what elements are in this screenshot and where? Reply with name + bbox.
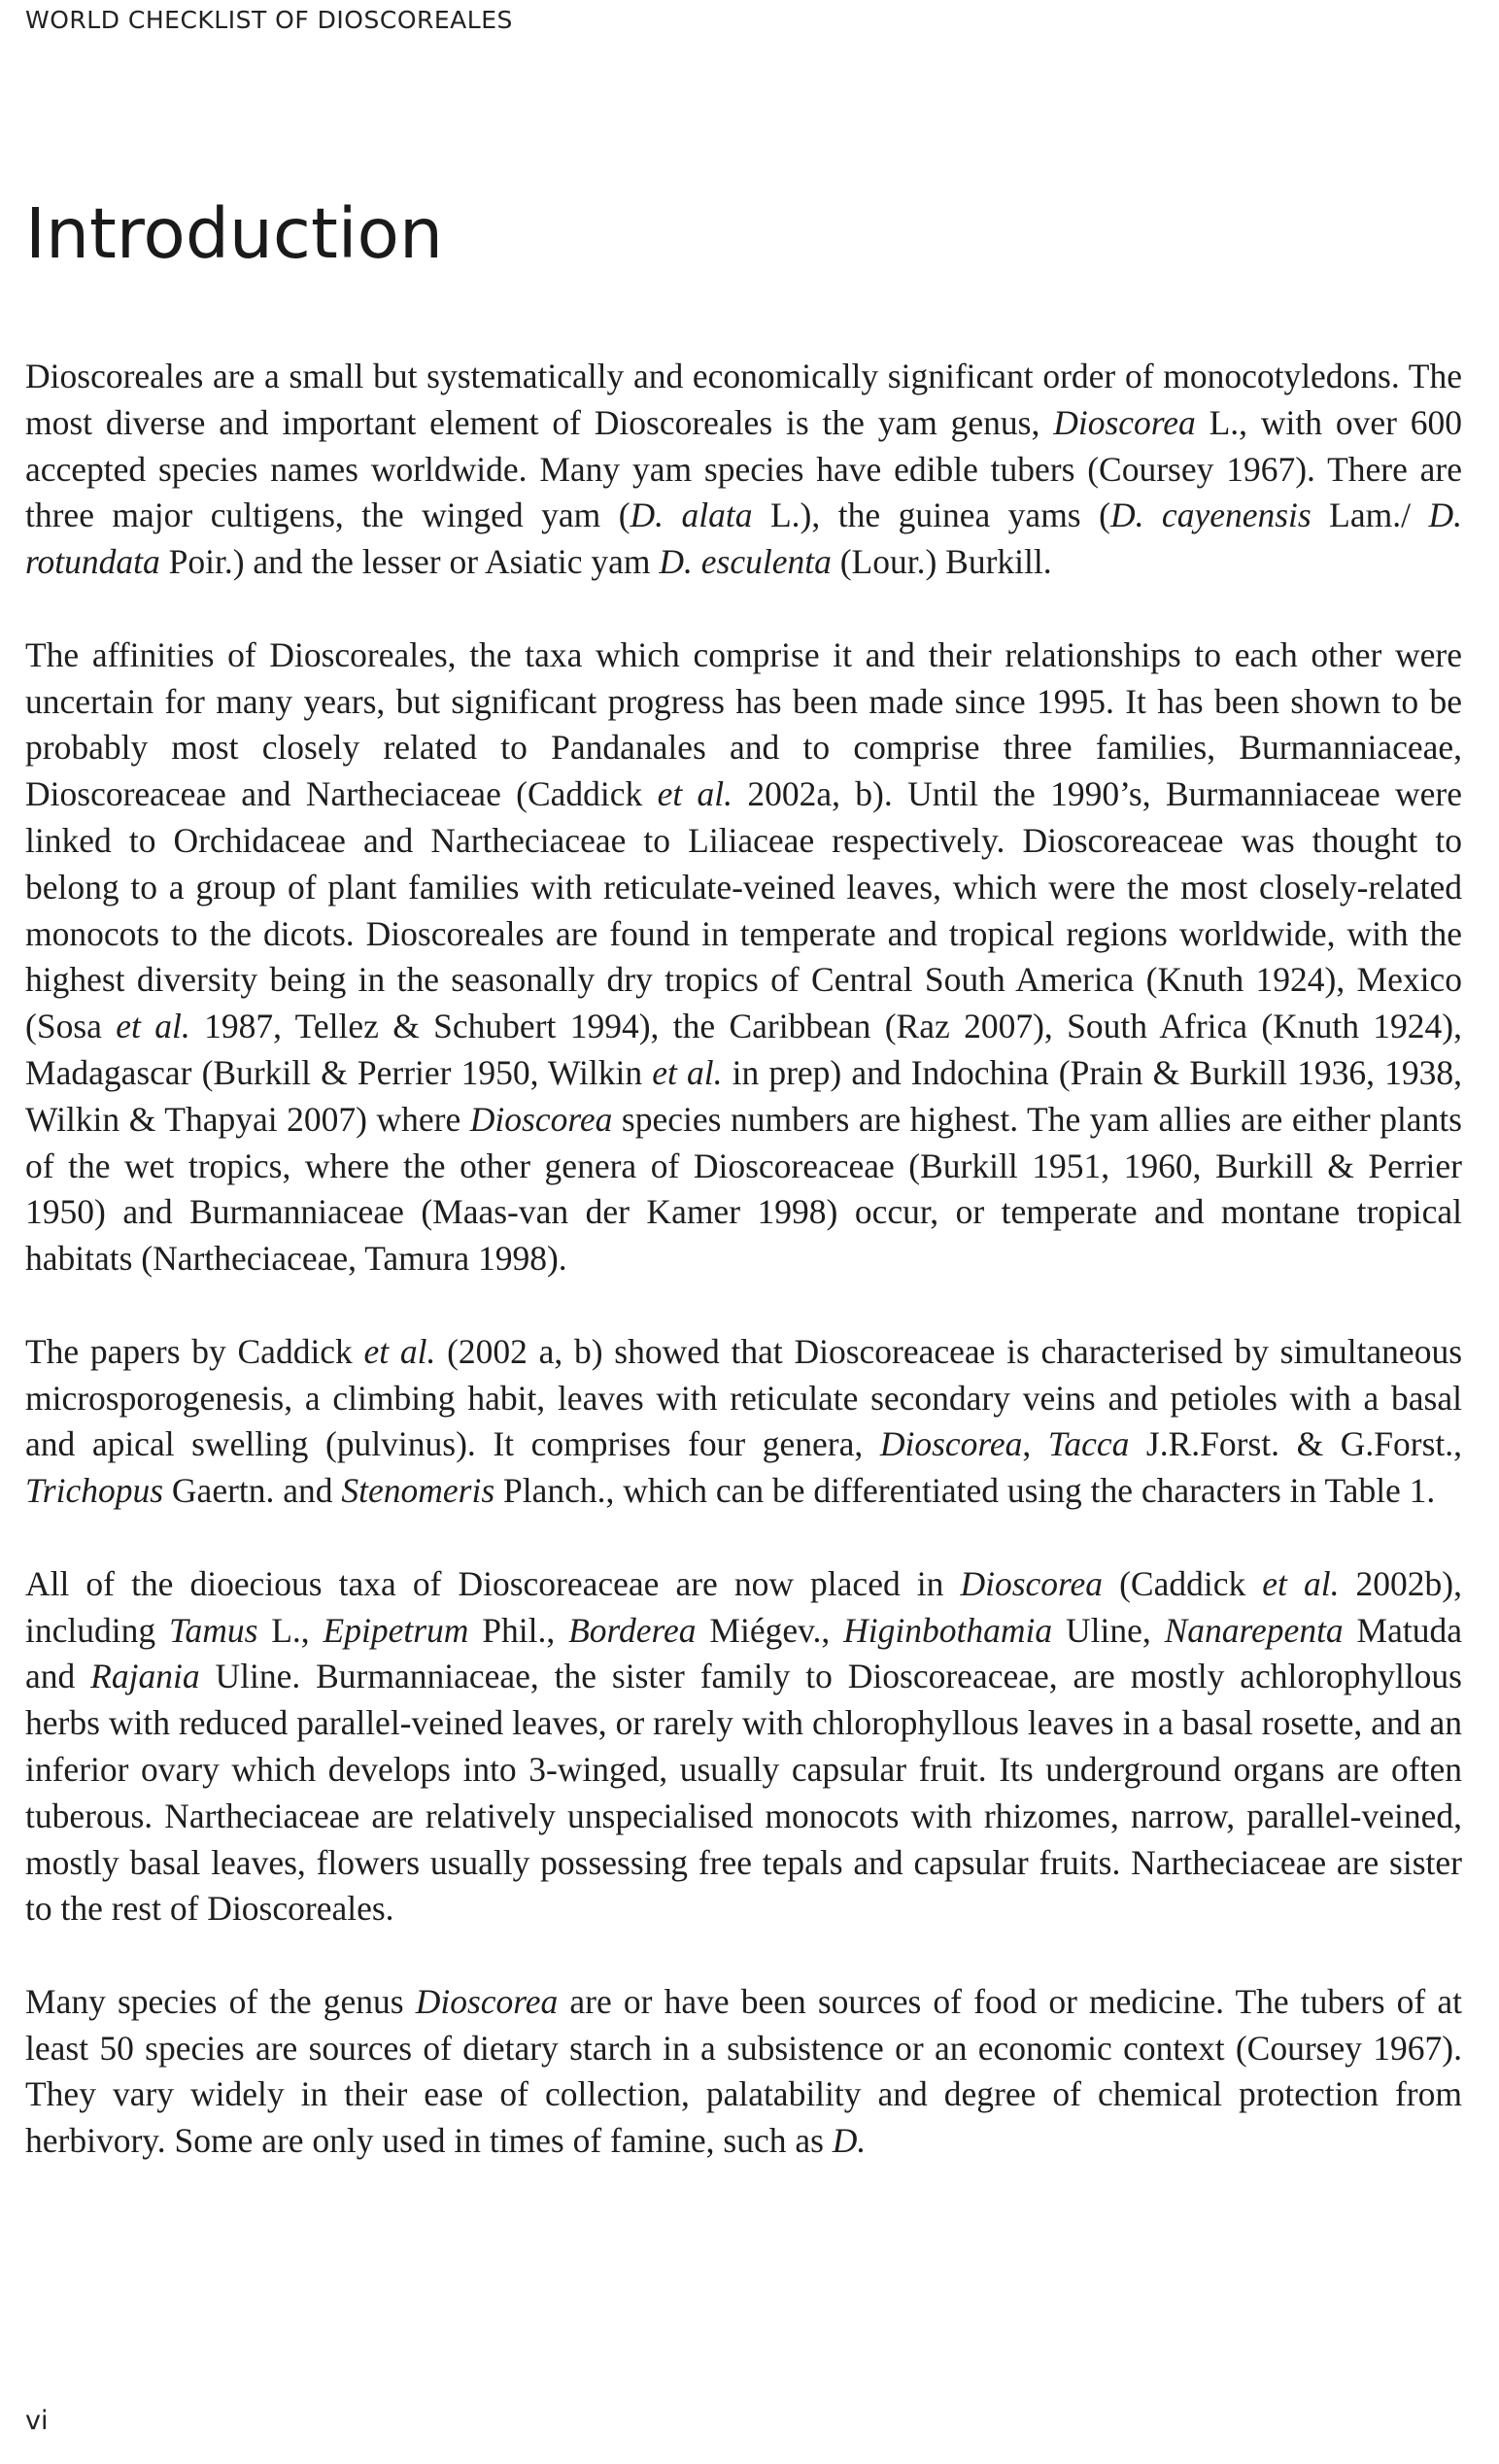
body-paragraph — [25, 1979, 1462, 2165]
italic-text-run: et al. — [116, 1007, 190, 1046]
text-run: , — [1022, 1424, 1048, 1464]
italic-text-run: D. alata — [630, 496, 753, 535]
text-run: (2002 a, b) showed that Dioscoreaceae is characterised by simultaneous microsporogenesis, a climbing habit, leaves with reticulate secondary veins and petioles with a basal and apical swelling (pulvinus). It comprises four genera, — [25, 1331, 1463, 1464]
text-run: in prep) and Indochina (Prain & Burkill 1936, 1938, Wilkin & Thapyai 2007) where — [25, 1052, 1462, 1139]
text-run: Poir.) and the lesser or Asiatic yam — [159, 542, 660, 582]
italic-text-run: Dioscorea — [469, 1099, 613, 1139]
text-run: L., with over 600 accepted species names worldwide. Many yam species have edible tubers (Coursey 1967). There are three major cultigens, the winged yam ( — [25, 402, 1462, 535]
italic-text-run: Epipetrum — [323, 1610, 469, 1650]
text-run: Phil., — [468, 1610, 569, 1650]
text-run: The affinities of Dioscoreales, the taxa which comprise it and their relationships to each other were uncertain for many years, but significant progress has been made since 1995. It has been shown to be probably most closely related to Pandanales and to comprise three families, Burmanniaceae, Dioscoreaceae and Nartheciaceae (Caddick — [25, 634, 1462, 814]
body-paragraph — [25, 1329, 1462, 1515]
italic-text-run: et al. — [652, 1052, 723, 1092]
italic-text-run: et al. — [657, 774, 733, 814]
text-run: L., — [257, 1610, 324, 1650]
italic-text-run: Tamus — [168, 1610, 258, 1650]
body-paragraph — [25, 1561, 1462, 1933]
text-run: species numbers are highest. The yam allies are either plants of the wet tropics, where the other genera of Dioscoreaceae (Burkill 1951, 1960, Burkill & Perrier 1950) and Burmanniaceae (Maas-van der Kamer 1998) occur, or temperate and montane tropical habitats (Nartheciaceae, Tamura 1998). — [25, 1099, 1462, 1279]
italic-text-run: Higinbothamia — [843, 1610, 1053, 1650]
text-run: Many species of the genus — [25, 1981, 416, 2021]
text-run: Matuda and — [25, 1610, 1462, 1696]
text-run: Gaertn. and — [163, 1471, 342, 1511]
text-run: L.), the guinea yams ( — [752, 496, 1110, 535]
italic-text-run: et al. — [363, 1331, 436, 1371]
text-run: Uline, — [1052, 1610, 1165, 1650]
text-run: The papers by Caddick — [25, 1331, 364, 1371]
text-run: J.R.Forst. & G.Forst., — [1129, 1424, 1462, 1464]
italic-text-run: Dioscorea — [415, 1981, 559, 2021]
italic-text-run: Dioscorea — [879, 1424, 1023, 1464]
italic-text-run: Stenomeris — [341, 1471, 495, 1511]
body-paragraph — [25, 354, 1462, 586]
text-run: are or have been sources of food or medicine. The tubers of at least 50 species are sources of dietary starch in a subsistence or an economic context (Coursey 1967). They vary widely in their ease of collection, palatability and degree of chemical protection from herbivory. Some are only used in times of famine, such as — [25, 1981, 1462, 2161]
running-head: WORLD CHECKLIST OF DIOSCOREALES — [25, 6, 513, 34]
italic-text-run: Nanarepenta — [1164, 1610, 1344, 1650]
text-run: Lam./ — [1311, 496, 1429, 535]
italic-text-run: D. rotundata — [25, 496, 1462, 582]
italic-text-run: Tacca — [1047, 1424, 1130, 1464]
text-run: 2002b), including — [25, 1563, 1462, 1650]
italic-text-run: Dioscorea — [960, 1563, 1104, 1603]
text-run: Miégev., — [696, 1610, 844, 1650]
page-number: vi — [25, 2406, 49, 2436]
italic-text-run: Rajania — [90, 1657, 200, 1696]
body-text — [25, 354, 1462, 2165]
italic-text-run: Dioscorea — [1053, 402, 1196, 442]
text-run: Planch., which can be differentiated using the characters in Table 1. — [494, 1471, 1436, 1511]
text-run: 1987, Tellez & Schubert 1994), the Caribbean (Raz 2007), South Africa (Knuth 1924), Madagascar (Burkill & Perrier 1950, Wilkin — [25, 1007, 1463, 1092]
body-paragraph — [25, 633, 1462, 1283]
italic-text-run: Trichopus — [25, 1471, 164, 1511]
text-run: All of the dioecious taxa of Dioscoreaceae are now placed in — [25, 1563, 961, 1603]
text-run: 2002a, b). Until the 1990’s, Burmanniaceae were linked to Orchidaceae and Nartheciaceae to Liliaceae respectively. Dioscoreaceae was thought to belong to a group of plant families with reticulate-veined leaves, which were the most closely-related monocots to the dicots. Dioscoreales are found in temperate and tropical regions worldwide, with the highest diversity being in the seasonally dry tropics of Central South America (Knuth 1924), Mexico (Sosa — [25, 774, 1462, 1046]
text-run: (Caddick — [1103, 1563, 1263, 1603]
text-run: (Lour.) Burkill. — [831, 542, 1052, 582]
text-run: Uline. Burmanniaceae, the sister family to Dioscoreaceae, are mostly achlorophyllous herbs with reduced parallel-veined leaves, or rarely with chlorophyllous leaves in a basal rosette, and an inferior ovary which develops into 3-winged, usually capsular fruit. Its underground organs are often tuberous. Nartheciaceae are relatively unspecialised monocots with rhizomes, narrow, parallel-veined, mostly basal leaves, flowers usually possessing free tepals and capsular fruits. Nartheciaceae are sister to the rest of Dioscoreales. — [25, 1657, 1462, 1929]
italic-text-run: D. cayenensis — [1109, 496, 1312, 535]
italic-text-run: D. — [832, 2121, 867, 2161]
text-run: Dioscoreales are a small but systematically and economically significant order of monocotyledons. The most diverse and important element of Dioscoreales is the yam genus, — [25, 357, 1462, 442]
italic-text-run: Borderea — [568, 1610, 697, 1650]
italic-text-run: D. esculenta — [659, 542, 832, 582]
page-title: Introduction — [25, 193, 443, 274]
italic-text-run: et al. — [1262, 1563, 1340, 1603]
